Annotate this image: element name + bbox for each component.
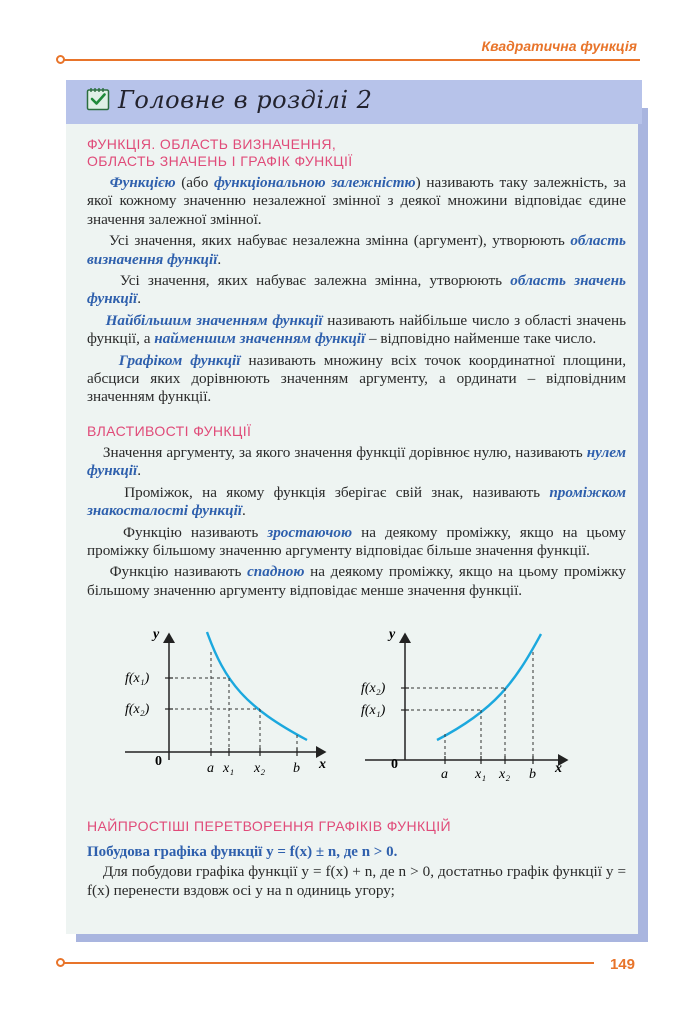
footer-rule [64, 962, 594, 964]
y-axis-label: y [389, 627, 396, 642]
page-number: 149 [609, 956, 635, 973]
x1-label: x₁ [475, 767, 487, 782]
y-axis-label: y [153, 627, 160, 642]
b-label: b [293, 761, 300, 776]
fx2-label: f(x₂) [125, 702, 150, 717]
header-rule-dot [56, 55, 65, 64]
section-summary-title: Головне в розділі 2 [118, 86, 373, 114]
content [87, 136, 626, 603]
content-transformations [87, 818, 626, 903]
fx1-label: f(x₁) [361, 703, 386, 718]
decreasing-curve [207, 632, 307, 740]
section-heading-properties: ВЛАСТИВОСТІ ФУНКЦІЇ [87, 422, 252, 439]
paragraph-domain: Усі значення, яких набуває незалежна змінна (аргумент), утворюють область визначення функції. [87, 232, 626, 268]
fx1-label: f(x₁) [125, 671, 150, 686]
a-label: a [207, 761, 214, 776]
x1-label: x₁ [223, 761, 235, 776]
paragraph-function-definition: Функцією (або функціональною залежністю) називають таку залежність, за якої кожному значенню незалежної змінної з деякої множини відповідає єдине значення залежної змінної. [87, 174, 627, 228]
paragraph-shift: Для побудови графіка функції y = f(x) + n, де n > 0, достатньо графік функції y = f(x) перенести вздовж осі y на n одиниць угору; [87, 863, 627, 899]
running-header: Квадратична функція [481, 38, 637, 54]
b-label: b [529, 767, 536, 782]
a-label: a [441, 767, 448, 782]
paragraph-sign-interval: Проміжок, на якому функція зберігає свій знак, називають проміжком знакосталості функції. [87, 483, 627, 520]
function-graphs [115, 622, 575, 792]
origin-label: 0 [155, 754, 162, 769]
x2-label: x₂ [254, 761, 266, 776]
fx2-label: f(x₂) [361, 681, 386, 696]
paragraph-zero: Значення аргументу, за якого значення функції дорівнює нулю, називають нулем функції. [87, 443, 627, 480]
section-heading-transformations: НАЙПРОСТІШІ ПЕРЕТВОРЕННЯ ГРАФІКІВ ФУНКЦІЙ [87, 818, 452, 834]
increasing-curve [437, 634, 541, 740]
paragraph-graph: Графіком функції називають множину всіх точок координатної площини, абсциси яких дорівнюють значенням аргументу, а ординати – відповідним значенням функції. [87, 351, 626, 406]
subheading-shift: Побудова графіка функції y = f(x) ± n, де n > 0. [87, 844, 398, 860]
paragraph-increasing: Функцію називають зростаючою на деякому проміжку, якщо на цьому проміжку більшому значенню аргументу відповідає більше значення функції. [87, 523, 627, 559]
paragraph-max-min: Найбільшим значенням функції називають найбільше число з області значень функції, а найменшим значенням функції – відповідно найменше таке число. [87, 311, 626, 348]
header-rule [64, 59, 640, 61]
increasing-graph [361, 627, 567, 782]
origin-label: 0 [391, 757, 398, 772]
paragraph-decreasing: Функцію називають спадною на деякому проміжку, якщо на цьому проміжку більшому значенню аргументу відповідає менше значення функції. [87, 563, 626, 599]
paragraph-range: Усі значення, яких набуває залежна змінна, утворюють область значень функції. [87, 272, 627, 308]
x-axis-label: x [319, 757, 326, 772]
decreasing-graph [125, 627, 326, 776]
footer-rule-dot [56, 958, 65, 967]
notebook-check-icon [86, 87, 110, 111]
section-heading-function: ФУНКЦІЯ. ОБЛАСТЬ ВИЗНАЧЕННЯ, ОБЛАСТЬ ЗНАЧЕНЬ І ГРАФІК ФУНКЦІЇ [87, 136, 353, 169]
x-axis-label: x [555, 761, 562, 776]
x2-label: x₂ [499, 767, 511, 782]
